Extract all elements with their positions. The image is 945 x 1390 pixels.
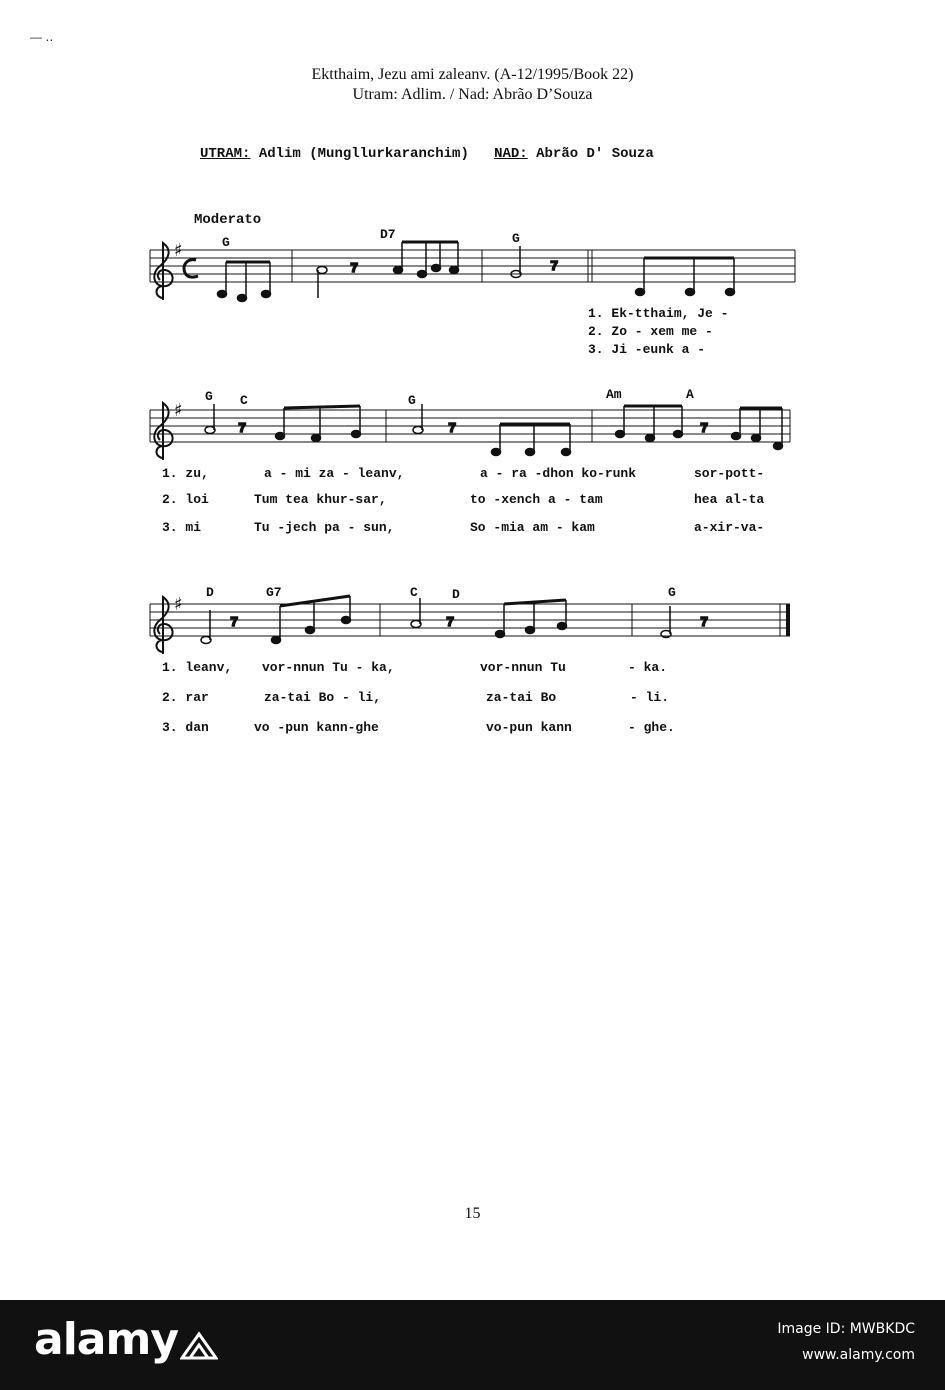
lyric-line: sor-pott-	[694, 466, 765, 481]
chord-symbol: G7	[266, 585, 282, 600]
corner-mark: — ‥	[30, 30, 54, 44]
lyric-line: a-xir-va-	[694, 520, 765, 535]
lyric-line: 3. mi	[162, 520, 202, 535]
lyric-line: hea al-ta	[694, 492, 765, 507]
svg-text:7: 7	[700, 421, 709, 437]
lyric-line: vor-nnun Tu - ka,	[262, 660, 395, 675]
chord-symbol: G	[408, 393, 416, 408]
chord-symbol: C	[240, 393, 248, 408]
svg-text:7: 7	[350, 261, 359, 277]
lyric-line: 1. zu,	[162, 466, 209, 481]
watermark-footer	[0, 1300, 945, 1390]
svg-text:7: 7	[700, 615, 709, 631]
lyric-line: a - ra -dhon ko-runk	[480, 466, 637, 481]
treble-clef-icon	[154, 403, 172, 460]
lyric-line: Tu -jech pa - sun,	[254, 520, 395, 535]
lyric-line: 2. Zo - xem me -	[588, 324, 713, 339]
chord-symbol: G	[512, 231, 520, 246]
page-number: 15	[464, 1205, 481, 1222]
credit-line	[200, 146, 654, 162]
lyric-line: 3. dan	[162, 720, 209, 735]
lyric-line: za-tai Bo	[486, 690, 557, 705]
lyric-line: 1. Ek-tthaim, Je -	[588, 306, 729, 321]
chord-symbol: D	[452, 587, 460, 602]
note-group	[205, 404, 783, 456]
staff-system-1	[0, 225, 945, 315]
utram-label: UTRAM:	[200, 146, 251, 162]
utram-value: Adlim (Mungllurkaranchim)	[258, 146, 469, 162]
key-signature-sharp: ♯	[174, 400, 183, 421]
staff-system-2	[0, 385, 945, 465]
lyric-line: 1. leanv,	[162, 660, 233, 675]
lyric-line: vo -pun kann-ghe	[254, 720, 379, 735]
key-signature-sharp: ♯	[174, 594, 183, 615]
staff-system-3	[0, 580, 945, 660]
svg-text:7: 7	[230, 615, 239, 631]
svg-text:7: 7	[448, 421, 457, 437]
svg-text:7: 7	[550, 259, 559, 275]
key-signature-sharp: ♯	[174, 240, 183, 261]
treble-clef-icon	[154, 243, 172, 300]
lyric-line: Tum tea khur-sar,	[254, 492, 387, 507]
lyric-line: to -xench a - tam	[470, 492, 603, 507]
brand-mark-icon	[180, 1330, 218, 1362]
tempo-marking: Moderato	[194, 212, 262, 228]
chord-symbol: G	[222, 235, 230, 250]
lyric-line: 2. loi	[162, 492, 209, 507]
lyric-line: So -mia am - kam	[470, 520, 595, 535]
image-id-label: Image ID: MWBKDC	[777, 1321, 915, 1337]
nad-value: Abrão D' Souza	[536, 146, 654, 162]
treble-clef-icon	[154, 597, 172, 654]
lyric-line: 3. Ji -eunk a -	[588, 342, 706, 357]
chord-symbol: Am	[606, 387, 622, 402]
svg-text:7: 7	[446, 615, 455, 631]
lyric-line: vo-pun kann	[486, 720, 572, 735]
lyric-line: a - mi za - leanv,	[264, 466, 405, 481]
lyric-line: - ghe.	[628, 720, 675, 735]
site-url: www.alamy.com	[802, 1347, 915, 1363]
chord-symbol: A	[686, 387, 694, 402]
document-title: Ektthaim, Jezu ami zaleanv. (A-12/1995/Book 22)	[311, 66, 634, 83]
lyric-line: za-tai Bo - li,	[264, 690, 382, 705]
nad-label: NAD:	[494, 146, 528, 162]
brand-logo: alamy	[34, 1314, 178, 1365]
lyric-line: vor-nnun Tu	[480, 660, 566, 675]
svg-text:7: 7	[238, 421, 247, 437]
lyric-line: 2. rar	[162, 690, 209, 705]
lyric-line: - li.	[630, 690, 670, 705]
document-subtitle: Utram: Adlim. / Nad: Abrão D’Souza	[352, 86, 593, 103]
lyric-line: - ka.	[628, 660, 668, 675]
chord-symbol: C	[410, 585, 418, 600]
chord-symbol: D	[206, 585, 214, 600]
common-time-icon	[184, 260, 198, 278]
chord-symbol: G	[668, 585, 676, 600]
chord-symbol: G	[205, 389, 213, 404]
note-group	[218, 242, 735, 302]
chord-symbol: D7	[380, 227, 396, 242]
